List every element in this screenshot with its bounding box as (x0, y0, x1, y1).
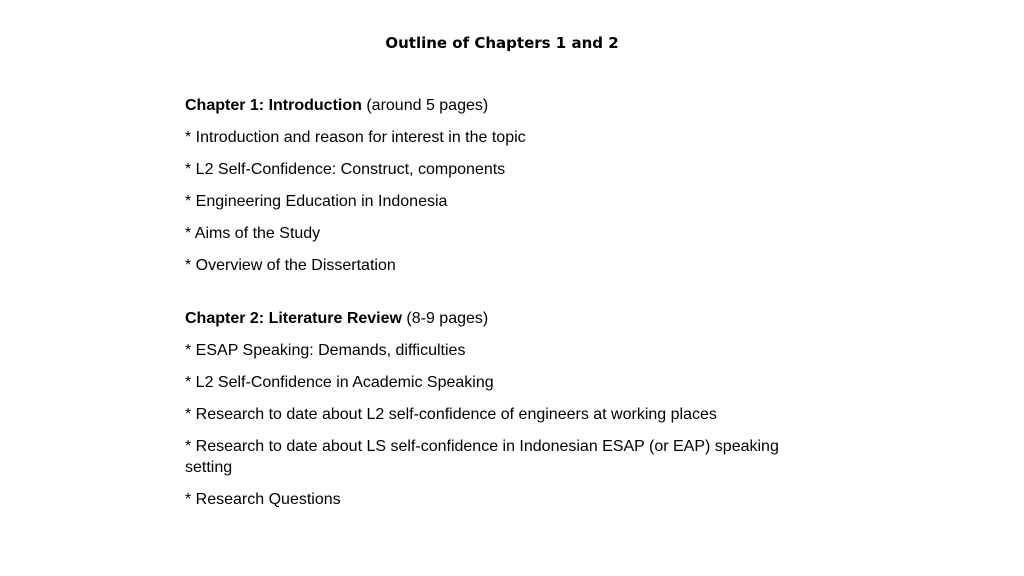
chapter-2-title: Chapter 2: Literature Review (185, 310, 402, 327)
document-title: Outline of Chapters 1 and 2 (385, 34, 619, 52)
chapter-2-section (185, 308, 825, 510)
chapter-1-item-l2-self-confidence: * L2 Self-Confidence: Construct, components (185, 161, 506, 178)
chapter-1-page-note: (around 5 pages) (366, 97, 489, 114)
outline-content (185, 95, 825, 510)
chapter-2-item-research-engineers: * Research to date about L2 self-confidence of engineers at working places (185, 406, 717, 423)
chapter-2-heading (185, 308, 825, 329)
chapter-2-item-research-questions: * Research Questions (185, 491, 341, 508)
chapter-1-item-engineering-education: * Engineering Education in Indonesia (185, 193, 448, 210)
chapter-1-title: Chapter 1: Introduction (185, 97, 362, 114)
chapter-1-item-overview: * Overview of the Dissertation (185, 257, 396, 274)
chapter-2-item-l2-academic-speaking: * L2 Self-Confidence in Academic Speaking (185, 374, 494, 391)
chapter-1-item-introduction: * Introduction and reason for interest in the topic (185, 129, 526, 146)
chapter-2-item-research-indonesian-esap: * Research to date about LS self-confidence in Indonesian ESAP (or EAP) speaking setting (185, 438, 779, 476)
chapter-1-item-aims: * Aims of the Study (185, 225, 321, 242)
chapter-2-item-esap-speaking: * ESAP Speaking: Demands, difficulties (185, 342, 466, 359)
chapter-1-heading (185, 95, 825, 116)
chapter-1-section (185, 95, 825, 276)
chapter-2-page-note: (8-9 pages) (406, 310, 489, 327)
